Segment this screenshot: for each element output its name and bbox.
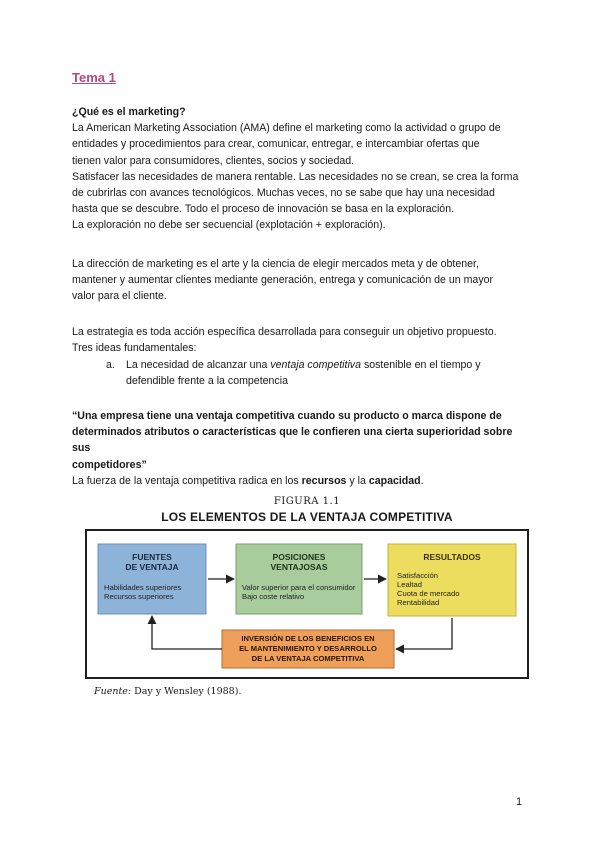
text-part: y la bbox=[346, 474, 369, 487]
paragraph-line bbox=[72, 473, 532, 489]
paragraph-line: La exploración no debe ser secuencial (explotación + exploración). bbox=[72, 219, 386, 232]
list-text-part: sostenible en el tiempo y bbox=[361, 359, 481, 371]
quote-line: determinados atributos o características que le confieren una cierta superioridad sobre sus bbox=[72, 426, 513, 455]
list-marker: a. bbox=[106, 359, 115, 371]
figure-diagram bbox=[84, 526, 530, 706]
list-text-part: La necesidad de alcanzar una bbox=[126, 359, 271, 371]
box-posiciones-title-2: VENTAJOSAS bbox=[270, 562, 328, 572]
bold-term: recursos bbox=[301, 474, 347, 487]
list-item-text-line2: defendible frente a la competencia bbox=[126, 375, 288, 388]
figure-label: FIGURA 1.1 bbox=[273, 496, 341, 507]
box-fuentes-item: Habilidades superiores bbox=[104, 583, 182, 592]
list-item bbox=[106, 357, 526, 389]
paragraph-line: valor para el cliente. bbox=[72, 290, 167, 303]
section-strategy bbox=[72, 324, 532, 356]
section-marketing-direction bbox=[72, 256, 532, 305]
box-resultados-item: Cuota de mercado bbox=[397, 589, 460, 598]
text-part: . bbox=[420, 474, 424, 487]
section-competitive-advantage bbox=[72, 408, 532, 489]
box-posiciones-item: Valor superior para el consumidor bbox=[242, 583, 356, 592]
paragraph-line: La estrategia es toda acción específica desarrollada para conseguir un objetivo propuesto. bbox=[72, 326, 497, 338]
box-posiciones-title-1: POSICIONES bbox=[272, 552, 326, 562]
box-fuentes-title-1: FUENTES bbox=[132, 552, 172, 562]
box-resultados-title: RESULTADOS bbox=[423, 552, 481, 562]
box-fuentes-title-2: DE VENTAJA bbox=[125, 562, 179, 572]
page-heading: Tema 1 bbox=[72, 70, 116, 85]
box-inversion-title-1: INVERSIÓN DE LOS BENEFICIOS EN bbox=[241, 634, 375, 643]
section-question: ¿Qué es el marketing? bbox=[72, 106, 186, 118]
page-number: 1 bbox=[516, 796, 523, 808]
quote-line: competidores” bbox=[72, 458, 147, 471]
source-text: Day y Wensley (1988). bbox=[131, 686, 242, 697]
list-item-text bbox=[126, 357, 526, 373]
paragraph-line: mantener y aumentar clientes mediante generación, entrega y comunicación de un mayor bbox=[72, 274, 494, 287]
section-what-is-marketing bbox=[72, 104, 532, 234]
box-inversion-title-3: DE LA VENTAJA COMPETITIVA bbox=[251, 654, 365, 663]
paragraph-line: Satisfacer las necesidades de manera rentable. Las necesidades no se crean, se crea la forma bbox=[72, 170, 519, 183]
paragraph-line: La dirección de marketing es el arte y la ciencia de elegir mercados meta y de obtener, bbox=[72, 258, 479, 270]
paragraph-line: La American Marketing Association (AMA) define el marketing como la actividad o grupo de bbox=[72, 122, 501, 135]
box-resultados-item: Lealtad bbox=[397, 580, 422, 589]
list-emphasis: ventaja competitiva bbox=[270, 359, 361, 371]
box-fuentes-item: Recursos superiores bbox=[104, 592, 174, 601]
box-resultados-item: Satisfacción bbox=[397, 571, 438, 580]
paragraph-line: tienen valor para consumidores, clientes, socios y sociedad. bbox=[72, 154, 355, 167]
paragraph-line: Tres ideas fundamentales: bbox=[72, 342, 197, 355]
paragraph-line: entidades y procedimientos para crear, comunicar, entregar, e intercambiar ofertas que bbox=[72, 138, 480, 151]
figure-source bbox=[94, 686, 241, 697]
box-posiciones-item: Bajo coste relativo bbox=[242, 592, 305, 601]
figure-competitive-advantage bbox=[84, 496, 530, 706]
text-part: La fuerza de la ventaja competitiva radica en los bbox=[72, 474, 302, 487]
box-resultados-item: Rentabilidad bbox=[397, 598, 440, 607]
quote-line: “Una empresa tiene una ventaja competitiva cuando su producto o marca dispone de bbox=[72, 410, 502, 422]
box-inversion-title-2: EL MANTENIMIENTO Y DESARROLLO bbox=[239, 644, 377, 653]
figure-title: LOS ELEMENTOS DE LA VENTAJA COMPETITIVA bbox=[161, 510, 453, 524]
paragraph-line: hasta que se descubre. Todo el proceso de innovación se basa en la exploración. bbox=[72, 203, 455, 216]
paragraph-line: de cubrirlas con avances tecnológicos. Muchas veces, no se sabe que hay una necesidad bbox=[72, 187, 495, 200]
bold-term: capacidad bbox=[368, 474, 421, 487]
source-label: Fuente: bbox=[94, 686, 132, 697]
